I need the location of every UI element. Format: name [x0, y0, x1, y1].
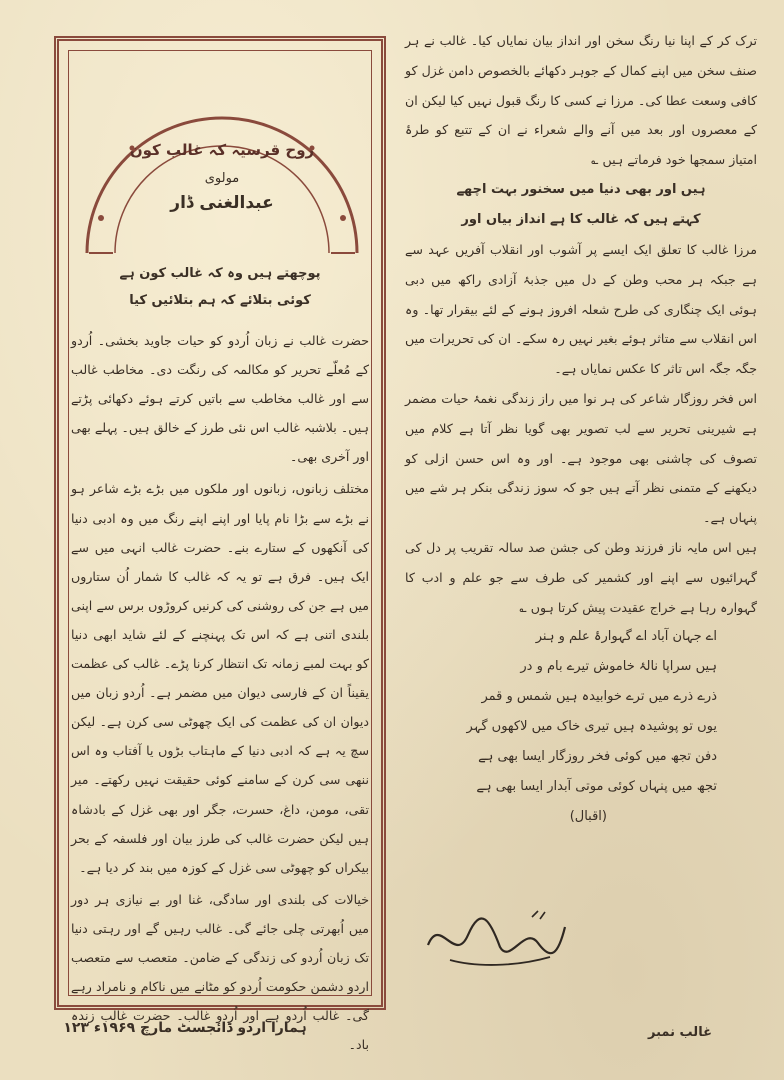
title-arch — [77, 53, 367, 263]
right-paragraph-4: ہیں اس مایہ ناز فرزند وطن کی جشن صد سالہ تقریب پر دل کی گہرائیوں سے اپنے اور کشمیر کی طرف سے جو علم و ادب کا گہوارہ رہا ہے خراج عقیدت پیش کرتا ہوں ؎ — [405, 539, 757, 615]
couplet-line-2: کوئی بتلائے کہ ہم بتلائیں کیا — [129, 293, 311, 308]
couplet-line-1: پوچھتے ہیں وہ کہ غالب کون ہے — [119, 266, 321, 281]
verse-2-line-4: یوں تو پوشیدہ ہیں تیری خاک میں لاکھوں گہر — [466, 719, 717, 735]
verse-1-line-1: ہیں اور بھی دنیا میں سخنور بہت اچھے — [456, 181, 706, 197]
right-intro-paragraph: ترک کر کے اپنا نیا رنگ سخن اور انداز بیان نمایاں کیا۔ غالب نے ہر صنف سخن میں اپنے کمال کے جوہر دکھائے بالخصوص دامن غزل کو کافی وسعت عطا کی۔ مرزا نے کسی کا رنگ قبول نہیں کیا لیکن ان کے معصروں اور بعد میں آنے والے شعراء نے ان کے تتبع کو طرۂ امتیاز سمجھا خود فرماتے ہیں ؎ — [405, 33, 757, 168]
right-paragraph-2: مرزا غالب کا تعلق ایک ایسے پر آشوب اور انقلاب آفریں عہد سے ہے جبکہ ہر محب وطن کے دل میں جذبۂ آزادی راکھ میں دبی ہوئی ایک چنگاری کی طرح شعلہ افروز ہونے کے لئے بیقرار تھا۔ وہ اس انقلاب سے متاثر ہوئے بغیر نہیں رہ سکے۔ ان کی تحریرات میں جگہ جگہ اس تاثر کا عکس نمایاں ہے۔ — [405, 241, 757, 377]
author-signature — [420, 905, 570, 975]
verse-2-line-6: تجھ میں پنہاں کوئی موتی آبدار ایسا بھی ہے — [476, 779, 717, 795]
verse-2-line-1: اے جہان آباد اے گہوارۂ علم و ہنر — [535, 629, 717, 645]
left-paragraph: خیالات کی بلندی اور سادگی، غنا اور بے نیازی ہر دور میں اُبھرتی چلی جائے گی۔ غالب رہیں گے اور رہتی دنیا تک زبان اُردو کی زندگی کے ضامن۔ متعصب سے متعصب اردو دشمن حکومت اُردو کو مٹانے میں ناکام و نامراد رہے گی۔ غالب اُردو ہے اور اُردو غالب۔ حضرت غالب زندہ باد۔ — [71, 891, 369, 1053]
footer-issue-label: غالب نمبر — [648, 1025, 712, 1040]
signature-drawing — [420, 905, 570, 975]
verse-1-line-2: کہتے ہیں کہ غالب کا ہے انداز بیاں اور — [461, 211, 701, 227]
verse-2-line-2: ہیں سراپا نالۂ خاموش تیرے بام و در — [520, 659, 717, 675]
verse-attribution: (اقبال) — [569, 809, 607, 825]
left-paragraph: مختلف زبانوں، زبانوں اور ملکوں میں بڑے بڑے شاعر ہو نے بڑے سے بڑا نام پایا اور اپنے اپنے رنگ میں وہ ادبی دنیا کی آنکھوں کے ستارے بنے۔ حضرت غالب انہی میں سے ایک ہیں۔ فرق ہے تو یہ کہ غالب کا شمار اُن ستاروں میں ہے جن کی روشنی کی کرنیں کروڑوں برس سے اپنی بلندی اتنی ہے کہ اس تک پہنچنے کے لئے شاید ابھی دنیا کو بہت لمبے زمانہ تک انتظار کرنا پڑے۔ غالب کی عظمت یقیناً ان کے فارسی دیوان میں مضمر ہے۔ اُردو زبان میں دیوان ان کی عظمت کی ایک چھوٹی سی کرن ہے۔ لیکن سچ یہ ہے کہ ادبی دنیا کے ماہتاب بڑوں یا آفتاب وہ اس ننھی سی کرن کے سامنے کوئی حقیقت نہیں رکھتے۔ میر تقی، مومن، داغ، حسرت، جگر اور بھی غزل کے بادشاہ ہیں لیکن حضرت غالب کی طرز بیان اور فلسفہ کے بحر بیکراں کو چھوٹی سی غزل کے کوزہ میں بند کر دیا ہے۔ — [71, 481, 369, 875]
footer-magazine-info: ہمارا اردو ڈائجسٹ مارچ ۱۹۶۹ء ۱۲۳ — [63, 1020, 307, 1036]
article-title: روح قرسیہ کہ غالب کون — [129, 141, 315, 159]
author-name: عبدالغنی ڈار — [170, 193, 274, 213]
verse-2-line-5: دفن تجھ میں کوئی فخر روزگار ایسا بھی ہے — [478, 749, 717, 765]
left-paragraph: حضرت غالب نے زبان اُردو کو حیات جاوید بخشی۔ اُردو کے مُعلّے تحریر کو مکالمہ کی رنگت دی۔ مخاطب غالب سے اور غالب مخاطب سے باتیں کرتے ہوئے دکھائی پڑتے ہیں۔ بلاشبہ غالب اس نئی طرز کے خالق ہیں۔ پہلے بھی اور آخری بھی۔ — [71, 333, 369, 465]
author-prefix: مولوی — [204, 171, 240, 186]
right-paragraph-3: اس فخر روزگار شاعر کی ہر نوا میں راز زندگی نغمۂ حیات مضمر ہے شیرینی تحریر سے لب تصویر بھی گویا نظر آتا ہے کلام میں تصوف کی چاشنی بھی موجود ہے۔ اور وہ اس حسن ازلی کو دیکھنے کے متمنی نظر آتے ہیں جو کہ سوز زندگی بنکر ہر شے میں پنہاں ہے۔ — [405, 390, 757, 526]
right-column — [405, 26, 757, 1016]
verse-2-line-3: ذرے ذرے میں ترے خوابیدہ ہیں شمس و قمر — [481, 689, 717, 705]
